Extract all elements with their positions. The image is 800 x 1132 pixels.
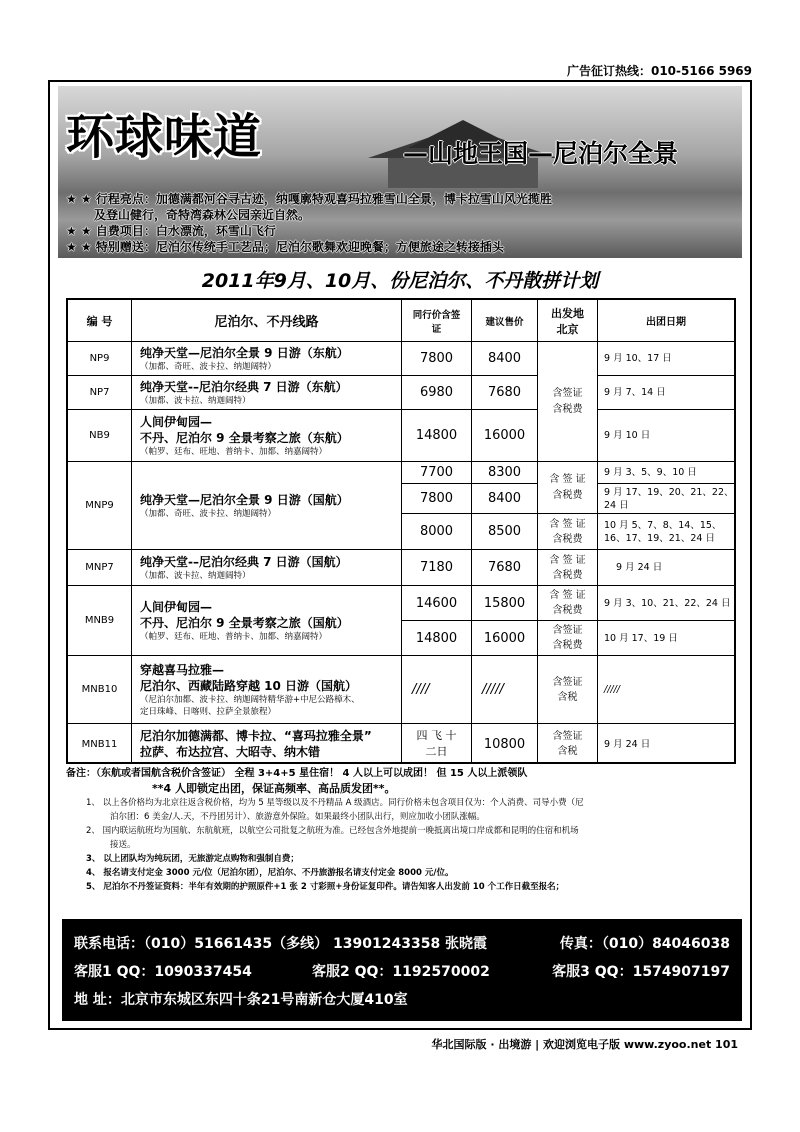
row-depart: 含 签 证 含税费 (538, 514, 598, 550)
row-route (132, 342, 402, 376)
row-peer-price: 7800 (402, 484, 472, 514)
row-peer-price: 四 飞 十 二日 (402, 724, 472, 764)
row-dates: 9 月 10、17 日 (598, 342, 734, 376)
row-dates: 9 月 3、5、9、10 日 (598, 462, 734, 484)
route-title-2: 不丹、尼泊尔 9 全景考察之旅（国航） (140, 615, 349, 630)
row-route (132, 656, 402, 724)
row-peer-price: 14800 (402, 621, 472, 656)
route-title: 穿越喜马拉雅— (140, 662, 225, 677)
highlight-1b: 及登山健行，奇特湾森林公园亲近自然。 (94, 208, 311, 222)
row-depart: 含 签 证 含税费 (538, 462, 598, 514)
row-peer-price: //// (402, 656, 472, 724)
row-route (132, 462, 402, 550)
contact-box (62, 919, 742, 1021)
row-retail-price: 7680 (472, 376, 538, 410)
row-code: MNB10 (68, 656, 132, 724)
notes-item: 1、 以上各价格均为北京往返含税价格，均为 5 星等级以及不丹精品 A 级酒店。同行价格未包含项目仅为：个人消费、司导小费（尼 (86, 798, 584, 808)
page-footer: 华北国际版 · 出境游 | 欢迎浏览电子版 www.zyoo.net 101 (431, 1038, 738, 1051)
row-retail-price: 15800 (472, 586, 538, 621)
row-dates: 9 月 7、14 日 (598, 376, 734, 410)
row-retail-price: 16000 (472, 621, 538, 656)
row-code: NP7 (68, 376, 132, 410)
row-dates: ///// (598, 656, 734, 724)
row-code: MNP9 (68, 462, 132, 550)
notes-item: 2、 国内联运航班均为国航、东航航班，以航空公司批复之航班为准。已经包含外地提前一晚抵离出境口岸成都和昆明的住宿和机场 (86, 826, 579, 836)
contact-fax: 传真：（010）84046038 (559, 936, 730, 952)
row-peer-price: 7700 (402, 462, 472, 484)
row-retail-price: 8400 (472, 342, 538, 376)
notes-item: 接送。 (110, 840, 136, 850)
plan-title: 2011年9月、10月、份尼泊尔、不丹散拼计划 (201, 270, 599, 292)
row-route (132, 724, 402, 764)
highlight-2: ★ ★ 自费项目：白水漂流，环雪山飞行 (66, 224, 276, 238)
row-depart: 含 签 证 含税费 (538, 586, 598, 621)
row-depart: 含签证 含税费 (538, 621, 598, 656)
row-peer-price: 8000 (402, 514, 472, 550)
route-title: 人间伊甸园— (140, 599, 213, 614)
route-title: 纯净天堂-–尼泊尔经典 7 日游（东航） (140, 379, 348, 394)
route-title-2: 尼泊尔、西藏陆路穿越 10 日游（国航） (140, 678, 358, 693)
route-stops: （帕罗、廷布、旺地、普纳卡、加都、纳嘉阔特） (140, 446, 328, 457)
header-route: 尼泊尔、不丹线路 (132, 300, 402, 342)
row-retail-price: ///// (472, 656, 538, 724)
contact-qq1: 客服1 QQ：1090337454 (74, 964, 252, 980)
route-stops: （加都、奇旺、波卡拉、纳迦阔特） (140, 361, 277, 372)
route-stops: （加都、波卡拉、纳迦阔特） (140, 570, 251, 581)
route-stops: （尼泊尔加都、波卡拉、纳迦阔特精华游+中尼公路樟木、 (140, 694, 360, 705)
notes-remark: 备注：（东航或者国航含税价含签证） 全程 3+4+5 星住宿！ 4 人以上可以成团！ 但 15 人以上派领队 (66, 768, 528, 779)
notes-item: 泊尔团：6 美金/人.天，不丹团另计）、旅游意外保险。如果最终小团队出行，则应加收小团队涨幅。 (110, 812, 485, 822)
row-dates: 10 月 17、19 日 (598, 621, 734, 656)
route-title: 尼泊尔加德满都、博卡拉、“喜玛拉雅全景” (140, 729, 372, 743)
notes-item: 3、 以上团队均为纯玩团，无旅游定点购物和强制自费； (86, 854, 299, 864)
route-stops-2: 定日珠峰、日喀则、拉萨全景旅程） (140, 706, 277, 717)
row-code: MNB11 (68, 724, 132, 764)
row-dates: 9 月 24 日 (604, 738, 651, 750)
row-route (132, 550, 402, 586)
route-title: 人间伊甸园— (140, 414, 213, 429)
row-code: NB9 (68, 410, 132, 462)
row-depart: 含 签 证 含税费 (538, 550, 598, 586)
notes-item: 5、 尼泊尔不丹签证资料：半年有效期的护照原件+1 张 2 寸彩照+身份证复印件。请告知客人出发前 10 个工作日截至报名； (86, 882, 565, 892)
route-title: 纯净天堂—尼泊尔全景 9 日游（东航） (140, 345, 349, 360)
row-retail-price: 8500 (472, 514, 538, 550)
header-dates: 出团日期 (598, 300, 734, 342)
route-title-2: 不丹、尼泊尔 9 全景考察之旅（东航） (140, 430, 349, 445)
row-retail-price: 16000 (472, 410, 538, 462)
route-stops: （加都、奇旺、波卡拉、纳迦阔特） (140, 508, 277, 519)
banner (58, 86, 742, 258)
row-retail-price: 10800 (472, 724, 538, 764)
route-stops: （帕罗、廷布、旺地、普纳卡、加都、纳嘉阔特） (140, 631, 328, 642)
route-title-2: 拉萨、布达拉宫、大昭寺、纳木错 (140, 745, 321, 759)
row-peer-price: 6980 (402, 376, 472, 410)
notes (66, 766, 736, 894)
ad-hotline: 广告征订热线：010-5166 5969 (566, 64, 752, 78)
route-title: 纯净天堂—尼泊尔全景 9 日游（国航） (140, 492, 349, 507)
row-code: MNP7 (68, 550, 132, 586)
row-dates: 9 月 24 日 (598, 550, 734, 586)
row-peer-price: 14800 (402, 410, 472, 462)
route-stops: （加都、波卡拉、纳迦阔特） (140, 395, 251, 406)
row-dates: 9 月 10 日 (598, 410, 734, 462)
highlight-1: ★ ★ 行程亮点：加德满都河谷寻古迹，纳嘎廓特观喜玛拉雅雪山全景，博卡拉雪山风光揽胜 (66, 192, 552, 206)
row-route (132, 410, 402, 462)
row-dates: 9 月 3、10、21、22、24 日 (598, 586, 734, 621)
contact-qq3: 客服3 QQ：1574907197 (552, 964, 730, 980)
row-code: NP9 (68, 342, 132, 376)
contact-address: 地 址：北京市东城区东四十条21号南新仓大厦410室 (74, 992, 408, 1008)
itinerary-table (66, 298, 736, 764)
row-retail-price: 7680 (472, 550, 538, 586)
header-code: 编 号 (68, 300, 132, 342)
header-retail: 建议售价 (472, 300, 538, 342)
header-depart: 出发地 北京 (538, 300, 598, 342)
notes-guarantee: **4 人即锁定出团，保证高频率、高品质发团**。 (152, 782, 396, 795)
row-retail-price: 8400 (472, 484, 538, 514)
row-depart: 含签证 含税 (538, 656, 598, 724)
route-title: 纯净天堂-–尼泊尔经典 7 日游（国航） (140, 554, 348, 569)
row-depart: 含签证 含税 (538, 724, 598, 764)
row-route (132, 586, 402, 656)
banner-subtitle: —山地王国—尼泊尔全景 (403, 139, 679, 168)
highlight-3: ★ ★ 特别赠送：尼泊尔传统手工艺品；尼泊尔歌舞欢迎晚餐；方便旅途之转接插头 (66, 240, 504, 254)
notes-item: 4、 报名请支付定金 3000 元/位（尼泊尔团），尼泊尔、不丹旅游报名请支付定金 8000 元/位。 (86, 868, 454, 878)
row-retail-price: 8300 (472, 462, 538, 484)
header-peer: 同行价含签证 (402, 300, 472, 342)
row-dates: 9 月 17、19、20、21、22、24 日 (598, 484, 734, 514)
row-peer-price: 14600 (402, 586, 472, 621)
row-code: MNB9 (68, 586, 132, 656)
row-peer-price: 7800 (402, 342, 472, 376)
row-route (132, 376, 402, 410)
depart-merged: 含签证 含税费 (538, 342, 598, 462)
row-dates: 10 月 5、7、8、14、15、16、17、19、21、24 日 (598, 514, 734, 550)
contact-qq2: 客服2 QQ：1192570002 (312, 964, 490, 980)
contact-phone: 联系电话：（010）51661435（多线） 13901243358 张晓霞 (74, 936, 488, 952)
banner-title: 环球味道 (66, 109, 263, 165)
row-peer-price: 7180 (402, 550, 472, 586)
